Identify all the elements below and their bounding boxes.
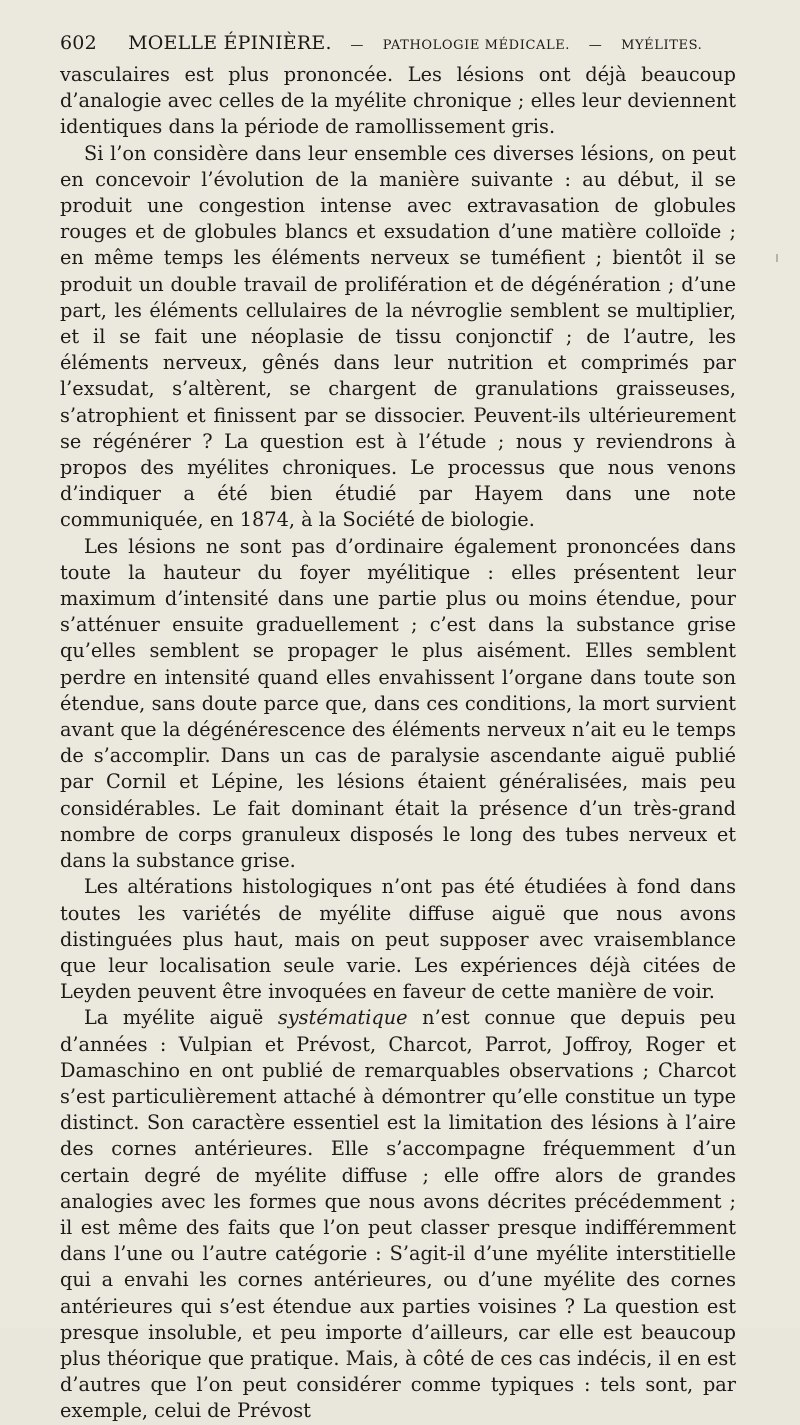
page-number: 602 bbox=[60, 32, 97, 54]
body-text bbox=[60, 62, 736, 1425]
header-subsection: MYÉLITES. bbox=[621, 38, 703, 53]
margin-mark bbox=[776, 254, 778, 262]
paragraph: Si l’on considère dans leur ensemble ces diverses lésions, on peut en concevoir l’évolution de la manière suivante : au début, il se produit une congestion intense avec extravasation de globules rouges et de globules blancs et exsudation d’une matière colloïde ; en même temps les éléments nerveux se tuméfient ; bientôt il se produit un double travail de prolifération et de dégénération ; d’une part, les éléments cellulaires de la névroglie semblent se multiplier, et il se fait une néoplasie de tissu conjonctif ; de l’autre, les éléments nerveux, gênés dans leur nutrition et comprimés par l’exsudat, s’altèrent, se chargent de granulations graisseuses, s’atrophient et finissent par se dissocier. Peuvent-ils ultérieurement se régénérer ? La question est à l’étude ; nous y reviendrons à propos des myélites chroniques. Le processus que nous venons d’indiquer a été bien étudié par Hayem dans une note communiquée, en 1874, à la Société de biologie. bbox=[60, 141, 736, 532]
paragraph: Les lésions ne sont pas d’ordinaire également prononcées dans toute la hauteur du foyer myélitique : elles présentent leur maximum d’intensité dans une partie plus ou moins étendue, pour s’atténuer ensuite graduellement ; c’est dans la substance grise qu’elles semblent se propager le plus aisément. Elles semblent perdre en intensité quand elles envahissent l’organe dans toute son étendue, sans doute parce que, dans ces conditions, la mort survient avant que la dégénérescence des éléments nerveux n’ait eu le temps de s’accomplir. Dans un cas de paralysie ascendante aiguë publié par Cornil et Lépine, les lésions étaient généralisées, mais peu considérables. Le fait dominant était la présence d’un très-grand nombre de corps granuleux disposés le long des tubes nerveux et dans la substance grise. bbox=[60, 534, 736, 873]
header-section: PATHOLOGIE MÉDICALE. bbox=[382, 38, 571, 53]
header-dash: — bbox=[588, 38, 603, 53]
paragraph: Les altérations histologiques n’ont pas été étudiées à fond dans toutes les variétés de myélite diffuse aiguë que nous avons distinguées plus haut, mais on peut supposer avec vraisemblance que leur localisation seule varie. Les expériences déjà citées de Leyden peuvent être invoquées en faveur de cette manière de voir. bbox=[60, 875, 736, 1004]
paragraph bbox=[60, 1005, 736, 1424]
paragraph-rest: n’est connue que depuis peu d’années : Vulpian et Prévost, Charcot, Parrot, Joffroy, Roger et Damaschino en ont publié de remarquables observations ; Charcot s’est particulièrement attaché à démontrer qu’elle constitue un type distinct. Son caractère essentiel est la limitation des lésions à l’aire des cornes antérieures. Elle s’accompagne fréquemment d’un certain degré de myélite diffuse ; elle offre alors de grandes analogies avec les formes que nous avons décrites précédemment ; il est même des faits que l’on peut classer presque indifféremment dans l’une ou l’autre catégorie : S’agit-il d’une myélite interstitielle qui a envahi les cornes antérieures, ou d’une myélite des cornes antérieures qui s’est étendue aux parties voisines ? La question est presque insoluble, et peu importe d’ailleurs, car elle est beaucoup plus théorique que pratique. Mais, à côté de ces cas indécis, il en est d’autres que l’on peut considérer comme typiques : tels sont, par exemple, celui de Prévost bbox=[60, 1006, 736, 1423]
header-title: MOELLE ÉPINIÈRE. bbox=[128, 32, 332, 54]
header-dash: — bbox=[350, 38, 365, 53]
running-header bbox=[60, 32, 740, 54]
paragraph: vasculaires est plus prononcée. Les lésions ont déjà beaucoup d’analogie avec celles de la myélite chronique ; elles leur deviennent identiques dans la période de ramollissement gris. bbox=[60, 63, 736, 139]
emphasis-term: systématique bbox=[277, 1006, 408, 1030]
paragraph-start: La myélite aiguë bbox=[84, 1006, 278, 1030]
